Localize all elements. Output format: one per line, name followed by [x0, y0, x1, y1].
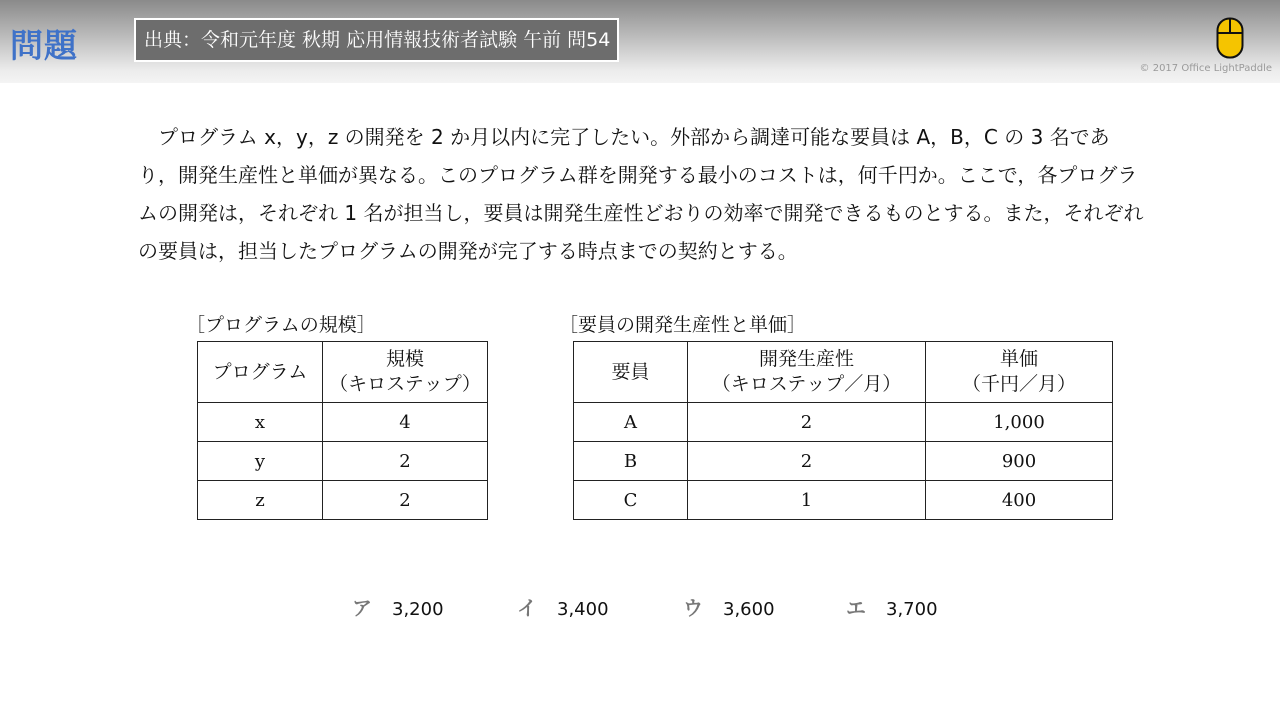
header-size-unit: （キロステップ）: [329, 373, 481, 395]
program-size: 4: [323, 403, 488, 442]
header-productivity: [688, 342, 926, 403]
option-value: 3,400: [557, 599, 609, 620]
table-row: [574, 403, 1113, 442]
program-size-table: [197, 341, 488, 520]
table-row: [574, 442, 1113, 481]
option-u[interactable]: [683, 592, 775, 621]
header-unit-price-label: 単価: [999, 348, 1038, 370]
option-a[interactable]: [352, 592, 444, 621]
option-value: 3,200: [392, 599, 444, 620]
program-name: x: [198, 403, 323, 442]
program-table-caption: ［プログラムの規模］: [186, 314, 376, 336]
program-name: y: [198, 442, 323, 481]
table-row: [198, 481, 488, 520]
option-mark: ウ: [683, 596, 703, 620]
header-size-label: 規模: [385, 348, 424, 370]
header-unit-price: [926, 342, 1113, 403]
staff-name: B: [574, 442, 688, 481]
option-mark: エ: [846, 596, 866, 620]
option-value: 3,600: [723, 599, 775, 620]
table-row: [198, 403, 488, 442]
table-row: [198, 442, 488, 481]
option-i[interactable]: [517, 592, 609, 621]
option-mark: ア: [352, 596, 372, 620]
staff-productivity: 1: [688, 481, 926, 520]
staff-productivity: 2: [688, 403, 926, 442]
table-header-row: [198, 342, 488, 403]
staff-table-caption: ［要員の開発生産性と単価］: [559, 314, 807, 336]
option-mark: イ: [517, 596, 537, 620]
option-value: 3,700: [886, 599, 938, 620]
staff-unit-price: 1,000: [926, 403, 1113, 442]
staff-productivity: 2: [688, 442, 926, 481]
table-row: [574, 481, 1113, 520]
answer-options: [0, 592, 1280, 626]
header-productivity-unit: （キロステップ／月）: [711, 373, 902, 395]
program-name: z: [198, 481, 323, 520]
staff-table: [573, 341, 1113, 520]
header-unit-price-unit: （千円／月）: [961, 373, 1076, 395]
program-size: 2: [323, 481, 488, 520]
header-productivity-label: 開発生産性: [758, 348, 854, 370]
option-e[interactable]: [846, 592, 938, 621]
question-text: プログラム x，y，z の開発を 2 か月以内に完了したい。外部から調達可能な要員は A，B，C の 3 名であり，開発生産性と単価が異なる。このプログラム群を開発する最小のコストは，何千円か。ここで，各プログラムの開発は，それぞれ 1 名が担当し，要員は開発生産性どおりの効率で開発できるものとする。また，それぞれの要員は，担当したプログラムの開発が完了する時点までの契約とする。: [138, 125, 1144, 263]
copyright-text: © 2017 Office LightPaddle: [1139, 63, 1272, 74]
header-program: プログラム: [198, 342, 323, 403]
header-bar: [0, 0, 1280, 83]
staff-name: C: [574, 481, 688, 520]
staff-name: A: [574, 403, 688, 442]
source-label: 出典：令和元年度 秋期 応用情報技術者試験 午前 問54: [134, 18, 619, 62]
header-staff: 要員: [574, 342, 688, 403]
staff-unit-price: 900: [926, 442, 1113, 481]
staff-unit-price: 400: [926, 481, 1113, 520]
question-badge: 問題: [10, 26, 78, 65]
header-size: [323, 342, 488, 403]
table-header-row: [574, 342, 1113, 403]
program-size: 2: [323, 442, 488, 481]
mouse-icon[interactable]: [1216, 17, 1244, 59]
